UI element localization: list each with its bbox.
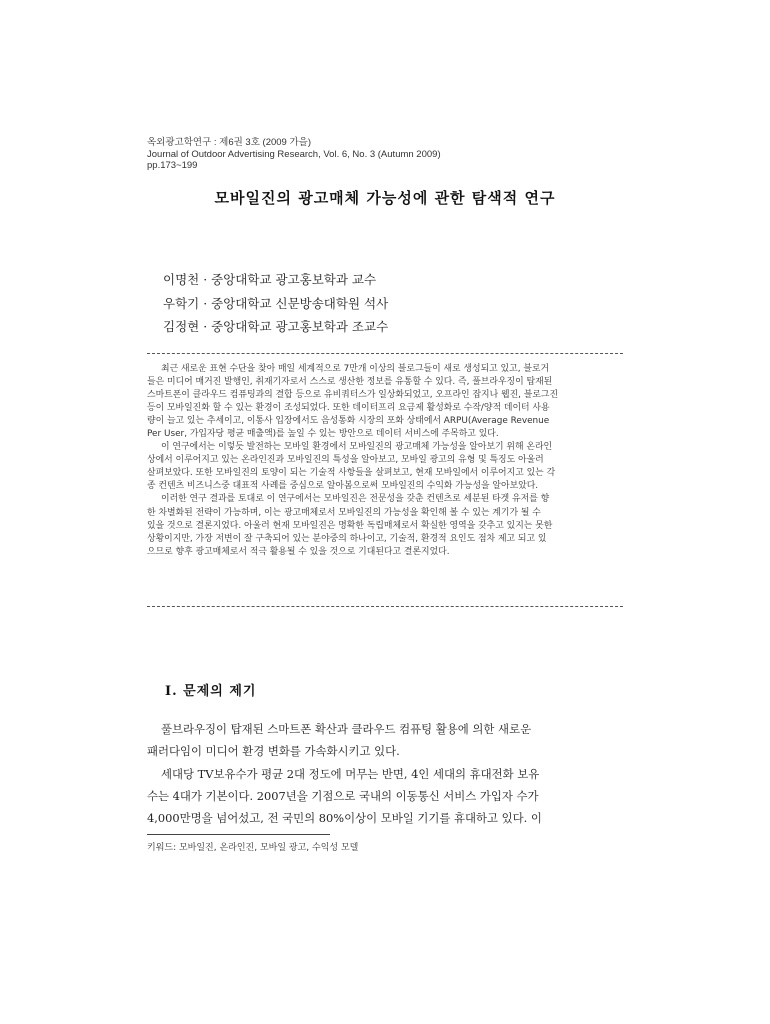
author-line: 우학기 · 중앙대학교 신문방송대학원 석사 xyxy=(163,295,389,311)
author-line: 이명천 · 중앙대학교 광고홍보학과 교수 xyxy=(163,272,377,287)
abstract-line: Per User, 가입자당 평균 매출액)를 높일 수 있는 방안으로 데이터 서비스에 주목하고 있다. xyxy=(147,429,499,440)
abstract-line: 종 컨텐츠 비즈니스중 대표적 사례를 중심으로 알아봄으로써 모바일진의 수익화 가능성을 알아보았다. xyxy=(147,481,539,492)
author-list xyxy=(163,268,388,339)
body-line: 수는 4대가 기본이다. 2007년을 기점으로 국내의 이동통신 서비스 가입자 수가 xyxy=(147,788,539,803)
body-line: 풀브라우징이 탑재된 스마트폰 확산과 클라우드 컴퓨팅 활용에 의한 새로운 xyxy=(161,722,532,736)
abstract-line: 상에서 이루어지고 있는 온라인진과 모바일진의 특성을 알아보고, 모바일 광고의 유형 및 특징도 아울러 xyxy=(147,455,544,466)
journal-english-citation: Journal of Outdoor Advertising Research, Vol. 6, No. 3 (Autumn 2009) xyxy=(147,148,441,160)
body-line: 패러다임이 미디어 환경 변화를 가속화시키고 있다. xyxy=(147,744,400,759)
abstract-line: 상황이지만, 가장 저변이 잘 구축되어 있는 분야중의 하나이고, 기술적, 환경적 요인도 점차 제고 되고 있 xyxy=(147,533,547,544)
author-line: 김정현 · 중앙대학교 광고홍보학과 조교수 xyxy=(163,319,389,334)
abstract-bottom-divider xyxy=(147,606,623,607)
journal-header xyxy=(147,137,441,172)
body-line: 세대당 TV보유수가 평균 2대 정도에 머무는 반면, 4인 세대의 휴대전화 보유 xyxy=(161,766,540,781)
abstract-line: 이 연구에서는 이렇듯 발전하는 모바일 환경에서 모바일진의 광고매체 가능성을 알아보기 위해 온라인 xyxy=(161,442,553,453)
footnote-divider xyxy=(147,834,330,835)
abstract-line: 스마트폰이 클라우드 컴퓨팅과의 결합 등으로 유비쿼터스가 일상화되었고, 오프라인 잡지나 웹진, 블로그진 xyxy=(147,390,559,401)
abstract-line: 으므로 향후 광고매체로서 적극 활용될 수 있을 것으로 기대된다고 결론지었다. xyxy=(147,546,450,557)
abstract-top-divider xyxy=(147,353,623,354)
keywords-footnote: 키워드: 모바일진, 온라인진, 모바일 광고, 수익성 모델 xyxy=(147,843,359,853)
abstract-line: 이러한 연구 결과를 토대로 이 연구에서는 모바일진은 전문성을 갖춘 컨텐츠로 세분된 타겟 유저를 향 xyxy=(161,494,550,505)
paper-title: 모바일진의 광고매체 가능성에 관한 탐색적 연구 xyxy=(214,189,556,207)
abstract-line: 살펴보았다. 또한 모바일진의 토양이 되는 기술적 사항들을 살펴보고, 현재 모바일에서 이루어지고 있는 각 xyxy=(147,468,556,479)
section-heading: Ⅰ. 문제의 제기 xyxy=(165,684,257,699)
page-range: pp.173~199 xyxy=(147,160,198,171)
abstract-line: 한 차별화된 전략이 가능하며, 이는 광고매체로서 모바일진의 가능성을 확인해 볼 수 있는 계기가 될 수 xyxy=(147,507,541,518)
abstract xyxy=(147,363,623,559)
abstract-line: 들은 미디어 매거진 발행인, 취재기자로서 스스로 생산한 정보를 유통할 수 있다. 즉, 풀브라우징이 탑재된 xyxy=(147,377,553,388)
body-line: 4,000만명을 넘어섰고, 전 국민의 80%이상이 모바일 기기를 휴대하고 있다. 이 xyxy=(147,811,542,826)
abstract-line: 최근 새로운 표현 수단을 찾아 매일 세계적으로 7만개 이상의 블로그들이 새로 생성되고 있고, 블로거 xyxy=(161,364,550,374)
journal-korean-citation: 옥외광고학연구 : 제6권 3호 (2009 가을) xyxy=(147,137,311,148)
abstract-line: 등이 모바일진화 할 수 있는 환경이 조성되었다. 또한 데이터프리 요금제 활성화로 수작/양적 데이터 사용 xyxy=(147,403,550,414)
abstract-line: 있을 것으로 결론지었다. 아울러 현재 모바일진은 명확한 독립매체로서 확실한 영역을 갖추고 있지는 못한 xyxy=(147,520,553,531)
abstract-line: 량이 늘고 있는 추세이고, 이통사 입장에서도 음성통화 시장의 포화 상태에서 ARPU(Average Revenue xyxy=(147,416,550,427)
body-text xyxy=(147,718,623,829)
